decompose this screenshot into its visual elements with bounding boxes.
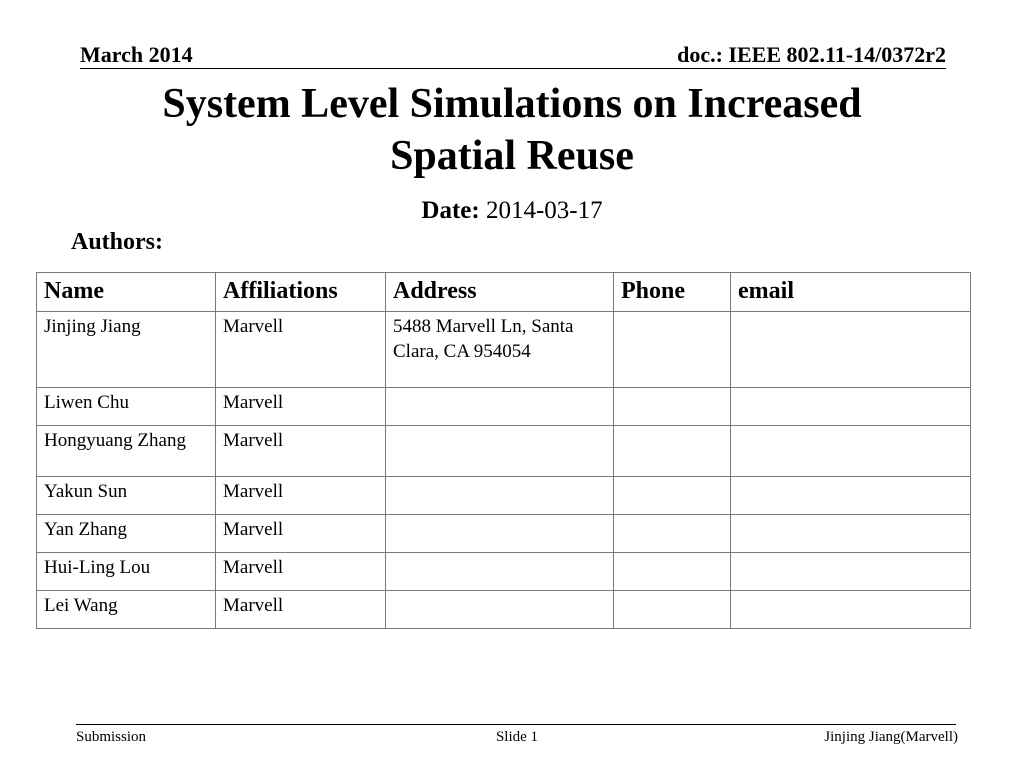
cell-name: Lei Wang	[37, 591, 216, 629]
table-row	[37, 388, 971, 426]
cell-address	[386, 591, 614, 629]
table-row	[37, 591, 971, 629]
header-date: March 2014	[80, 42, 193, 67]
cell-affiliation: Marvell	[216, 553, 386, 591]
column-header-email: email	[731, 273, 971, 312]
cell-phone	[614, 312, 731, 388]
cell-email	[731, 553, 971, 591]
cell-name: Hongyuang Zhang	[37, 426, 216, 477]
cell-name: Jinjing Jiang	[37, 312, 216, 388]
cell-address	[386, 426, 614, 477]
cell-affiliation: Marvell	[216, 591, 386, 629]
slide-title-line-2: Spatial Reuse	[390, 133, 634, 179]
cell-phone	[614, 515, 731, 553]
cell-phone	[614, 426, 731, 477]
cell-phone	[614, 477, 731, 515]
cell-email	[731, 515, 971, 553]
cell-address	[386, 388, 614, 426]
footer-divider	[76, 724, 956, 725]
table-row	[37, 515, 971, 553]
cell-name: Yakun Sun	[37, 477, 216, 515]
cell-address	[386, 553, 614, 591]
footer-author: Jinjing Jiang(Marvell)	[824, 729, 958, 745]
cell-email	[731, 388, 971, 426]
cell-affiliation: Marvell	[216, 515, 386, 553]
date-label: Date:	[421, 197, 480, 224]
header-doc-id: doc.: IEEE 802.11-14/0372r2	[677, 42, 946, 67]
cell-name: Yan Zhang	[37, 515, 216, 553]
cell-address	[386, 477, 614, 515]
cell-address	[386, 515, 614, 553]
cell-name: Hui-Ling Lou	[37, 553, 216, 591]
slide-title	[0, 78, 1024, 182]
cell-email	[731, 591, 971, 629]
column-header-phone: Phone	[614, 273, 731, 312]
date-value: 2014-03-17	[485, 197, 603, 224]
cell-affiliation: Marvell	[216, 388, 386, 426]
table-header-row	[37, 273, 971, 312]
table-row	[37, 553, 971, 591]
cell-affiliation: Marvell	[216, 312, 386, 388]
cell-name: Liwen Chu	[37, 388, 216, 426]
cell-email	[731, 426, 971, 477]
date-field	[0, 196, 1024, 226]
slide-title-line-1: System Level Simulations on Increased	[162, 81, 862, 127]
footer-submission: Submission	[76, 729, 147, 745]
cell-phone	[614, 591, 731, 629]
column-header-address: Address	[386, 273, 614, 312]
footer-slide-number: Slide 1	[495, 729, 539, 745]
cell-email	[731, 477, 971, 515]
table-row	[37, 312, 971, 388]
column-header-name: Name	[37, 273, 216, 312]
cell-address: 5488 Marvell Ln, Santa Clara, CA 954054	[386, 312, 614, 388]
cell-affiliation: Marvell	[216, 477, 386, 515]
table-row	[37, 426, 971, 477]
header-divider	[80, 68, 946, 69]
cell-email	[731, 312, 971, 388]
column-header-affiliations: Affiliations	[216, 273, 386, 312]
authors-table	[36, 272, 971, 629]
table-row	[37, 477, 971, 515]
cell-phone	[614, 388, 731, 426]
cell-affiliation: Marvell	[216, 426, 386, 477]
authors-label: Authors:	[71, 229, 164, 255]
cell-phone	[614, 553, 731, 591]
